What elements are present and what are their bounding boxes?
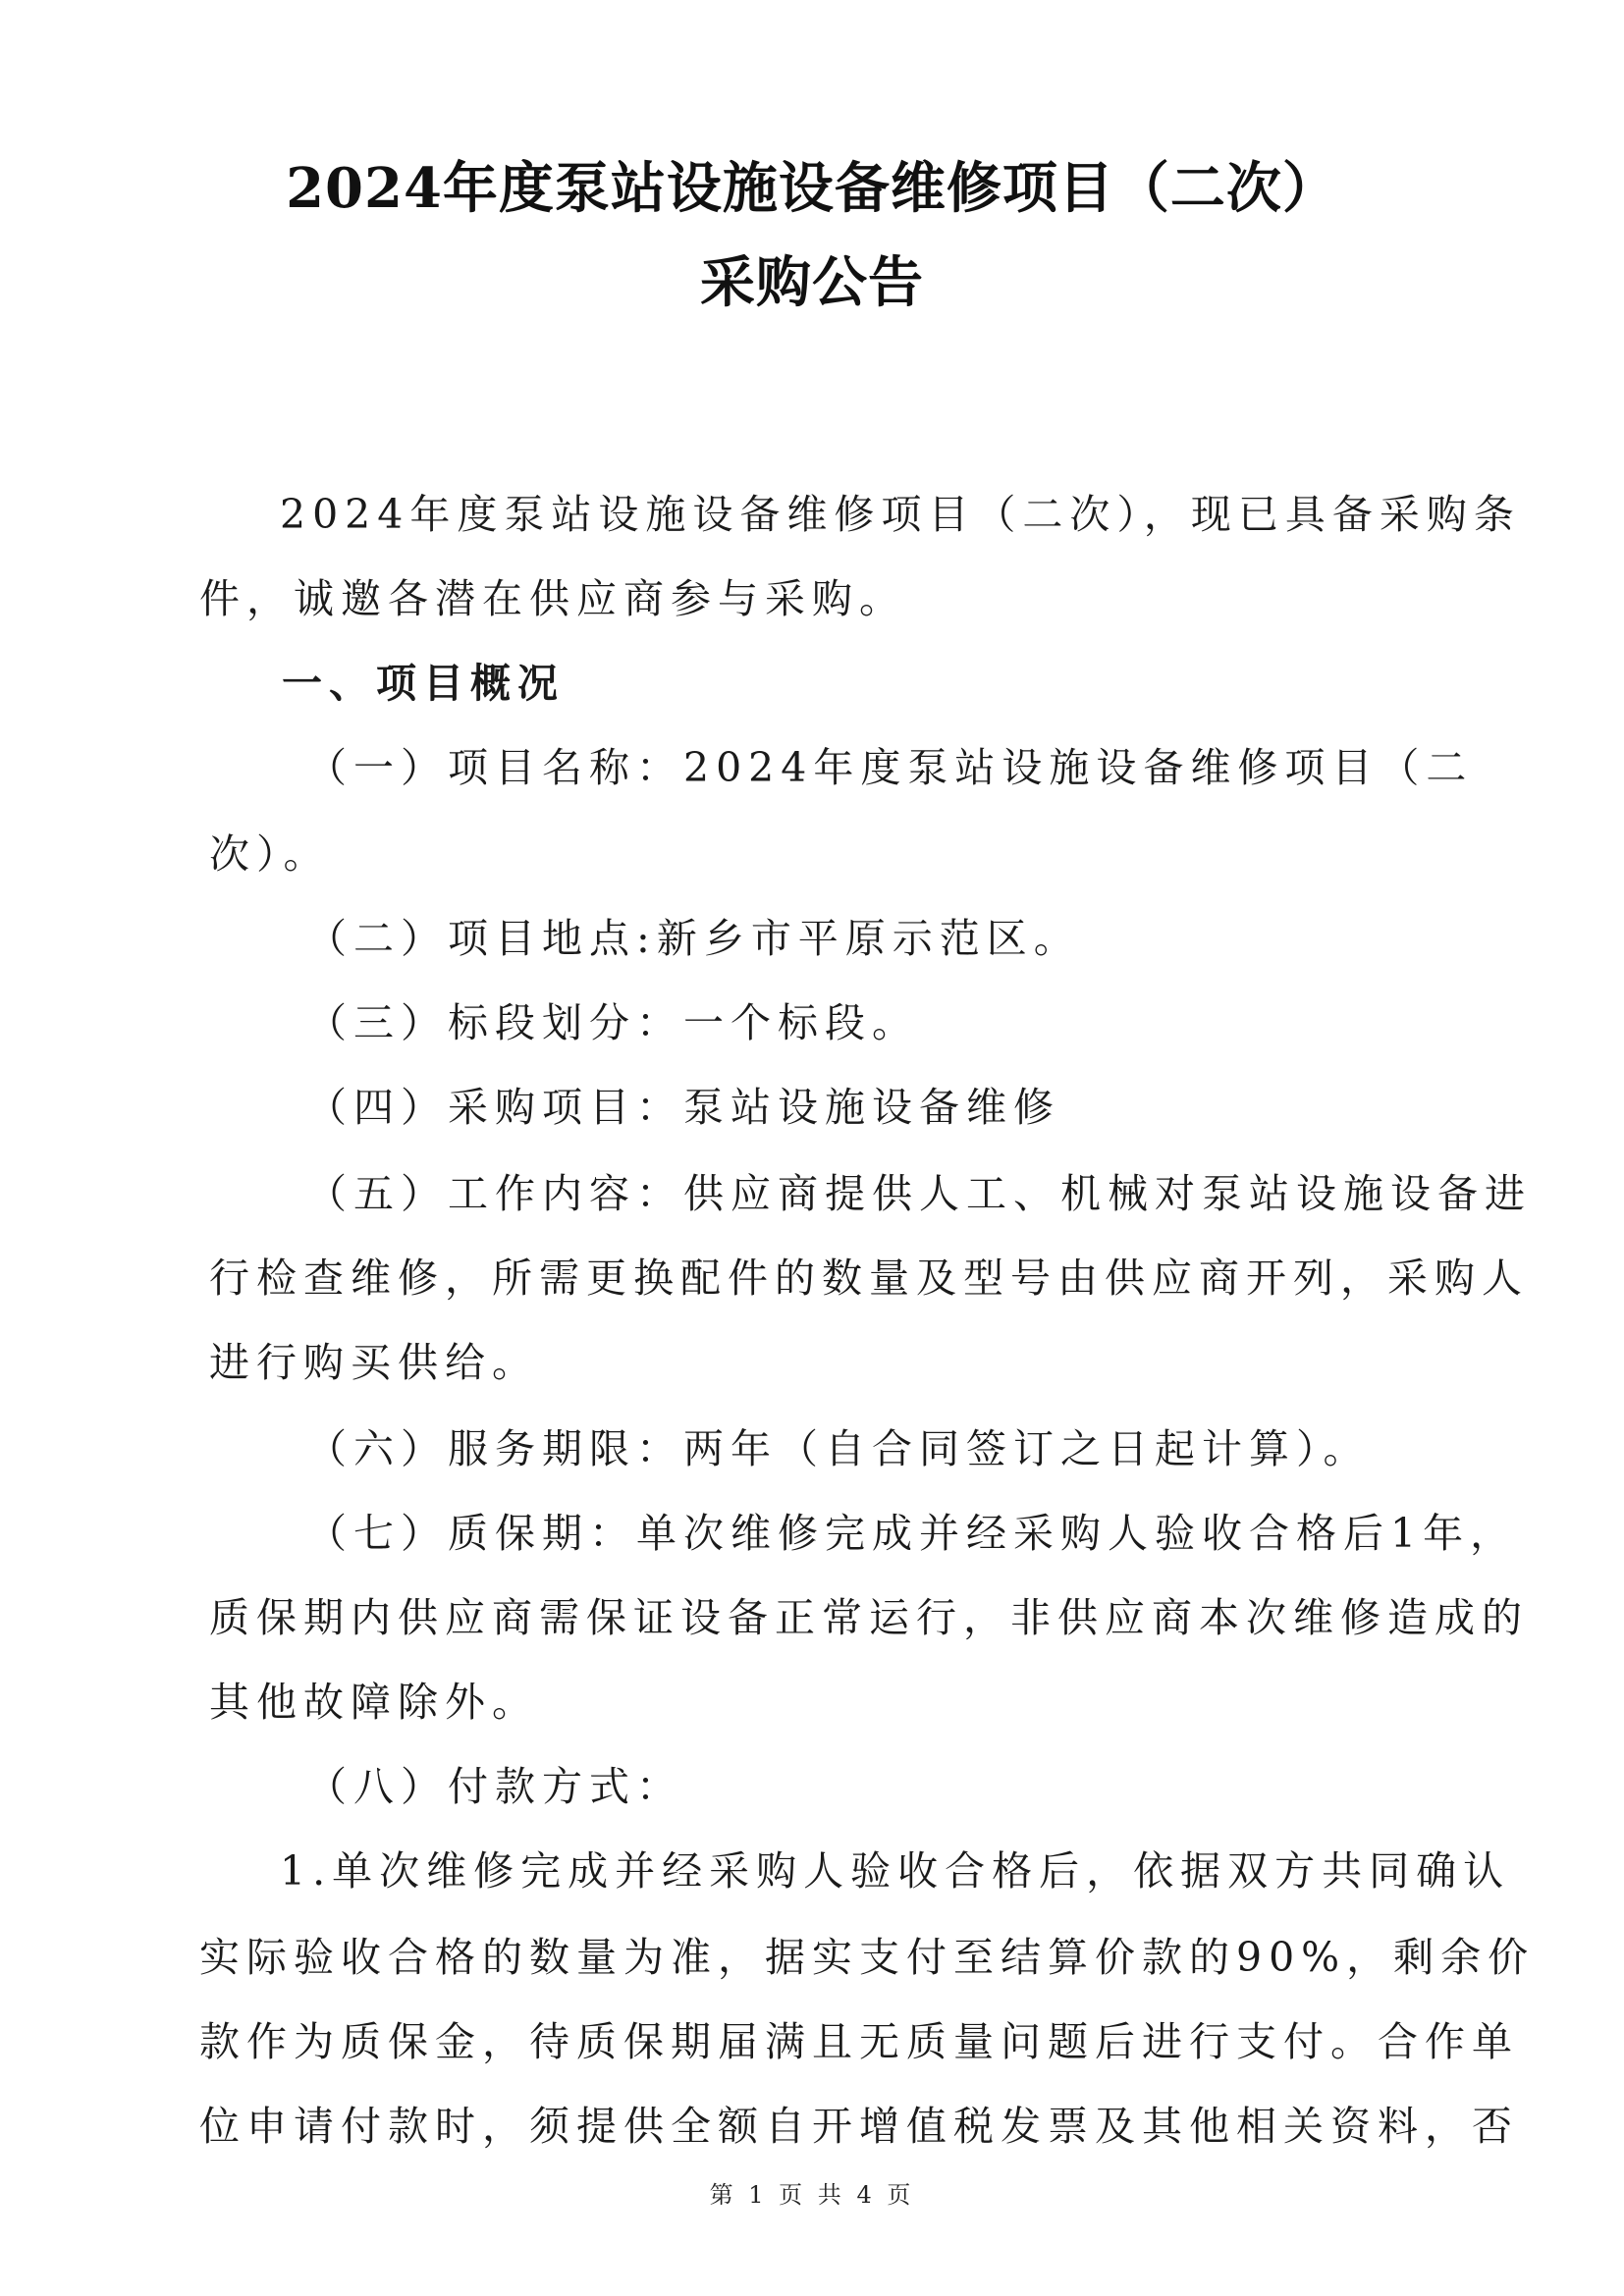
item1-line-2: 次）。 xyxy=(209,830,331,878)
document-title-line2: 采购公告 xyxy=(700,250,924,315)
item8-line-1: （八）付款方式： xyxy=(306,1763,683,1810)
item4-line-1: （四）采购项目：泵站设施设备维修 xyxy=(306,1084,1060,1131)
item7-line-3: 其他故障除外。 xyxy=(209,1679,539,1726)
item5-line-2: 行检查维修，所需更换配件的数量及型号由供应商开列，采购人 xyxy=(209,1255,1529,1302)
payment-line-2: 实际验收合格的数量为准，据实支付至结算价款的90%，剩余价 xyxy=(199,1934,1536,1981)
item2-line-1: （二）项目地点:新乡市平原示范区。 xyxy=(306,915,1081,962)
item5-line-1: （五）工作内容：供应商提供人工、机械对泵站设施设备进 xyxy=(306,1170,1532,1217)
item7-line-2: 质保期内供应商需保证设备正常运行，非供应商本次维修造成的 xyxy=(209,1594,1529,1641)
item1-line-1: （一）项目名称：2024年度泵站设施设备维修项目（二 xyxy=(306,744,1474,791)
payment-line-3: 款作为质保金，待质保期届满且无质量问题后进行支付。合作单 xyxy=(199,2018,1519,2065)
document-title-line1: 2024年度泵站设施设备维修项目（二次） xyxy=(286,156,1338,221)
item7-line-1: （七）质保期：单次维修完成并经采购人验收合格后1年， xyxy=(306,1510,1518,1557)
payment-line-4: 位申请付款时，须提供全额自开增值税发票及其他相关资料，否 xyxy=(199,2103,1519,2150)
intro-line-1: 2024年度泵站设施设备维修项目（二次），现已具备采购条 xyxy=(280,491,1521,538)
item3-line-1: （三）标段划分：一个标段。 xyxy=(306,999,919,1046)
item6-line-1: （六）服务期限：两年（自合同签订之日起计算）。 xyxy=(306,1425,1371,1472)
item5-line-3: 进行购买供给。 xyxy=(209,1339,539,1386)
page-footer: 第 1 页 共 4 页 xyxy=(709,2181,915,2209)
payment-line-1: 1.单次维修完成并经采购人验收合格后，依据双方共同确认 xyxy=(280,1847,1511,1895)
section-heading-overview: 一、项目概况 xyxy=(282,660,565,707)
intro-line-2: 件，诚邀各潜在供应商参与采购。 xyxy=(199,575,906,622)
